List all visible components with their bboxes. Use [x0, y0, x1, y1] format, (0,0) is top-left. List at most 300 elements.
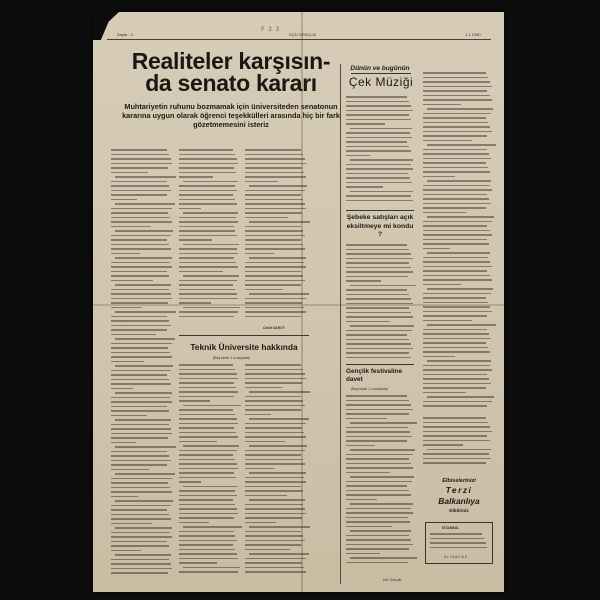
text-line — [430, 538, 484, 540]
text-line — [111, 293, 171, 295]
text-line — [111, 172, 148, 174]
text-line — [346, 177, 410, 179]
text-line — [346, 562, 408, 564]
text-line — [179, 414, 235, 416]
genclik-column — [346, 395, 414, 567]
text-line — [346, 253, 411, 255]
text-line — [423, 417, 486, 419]
text-line — [346, 244, 407, 246]
genclik-rule — [346, 364, 414, 365]
notice-box — [425, 522, 493, 564]
text-line — [346, 539, 411, 541]
text-line — [423, 239, 487, 241]
text-line — [179, 387, 236, 389]
text-line — [245, 280, 305, 282]
text-line — [245, 481, 306, 483]
text-line — [423, 275, 490, 277]
text-line — [423, 189, 492, 191]
text-line — [111, 248, 171, 250]
text-line — [179, 194, 233, 196]
text-line — [179, 226, 234, 228]
text-line — [111, 271, 167, 273]
text-line — [179, 190, 237, 192]
column-divider — [340, 64, 341, 584]
text-line — [179, 418, 237, 420]
text-line — [245, 248, 305, 250]
text-line — [111, 302, 168, 304]
torn-corner — [93, 12, 119, 40]
text-line — [111, 253, 140, 255]
text-line — [179, 172, 236, 174]
text-line — [111, 545, 169, 547]
text-line — [111, 532, 170, 534]
text-line — [423, 329, 487, 331]
text-line — [245, 208, 306, 210]
text-line — [346, 499, 377, 501]
text-line — [249, 391, 310, 393]
text-line — [346, 436, 412, 438]
text-line — [423, 135, 487, 137]
text-line — [346, 458, 409, 460]
text-line — [179, 154, 235, 156]
text-line — [111, 509, 167, 511]
text-line — [346, 348, 413, 350]
text-line — [350, 159, 413, 161]
text-line — [111, 410, 169, 412]
text-line — [423, 162, 486, 164]
text-line — [111, 307, 142, 309]
text-line — [249, 445, 307, 447]
text-line — [179, 373, 237, 375]
text-line — [111, 469, 149, 471]
text-line — [346, 164, 411, 166]
text-line — [346, 312, 411, 314]
text-line — [245, 450, 305, 452]
text-line — [111, 397, 170, 399]
text-line — [423, 225, 487, 227]
text-line — [423, 171, 490, 173]
text-line — [423, 90, 487, 92]
text-line — [423, 279, 492, 281]
text-line — [249, 499, 305, 501]
text-line — [111, 329, 167, 331]
text-line — [111, 415, 147, 417]
text-line — [427, 288, 493, 290]
text-line — [346, 467, 413, 469]
text-line — [346, 404, 411, 406]
text-line — [423, 426, 490, 428]
text-line — [179, 513, 238, 515]
text-line — [346, 427, 408, 429]
text-line — [111, 505, 171, 507]
pencil-mark: F 3 3 — [261, 26, 280, 33]
text-line — [350, 285, 416, 287]
text-line — [179, 504, 235, 506]
text-line — [111, 239, 167, 241]
text-line — [249, 553, 309, 555]
text-line — [346, 105, 411, 107]
text-line — [346, 494, 411, 496]
text-line — [111, 212, 168, 214]
text-line — [423, 153, 489, 155]
text-line — [111, 442, 136, 444]
text-line — [423, 315, 487, 317]
text-line — [245, 531, 301, 533]
main-subhead: Muhtariyetin ruhunu bozmamak için üniversiteden senatonun kararına uygun olarak öğrenci teşekkülleri arasında hiç bir fark gözetmemesini isteriz — [122, 102, 340, 129]
text-line — [423, 453, 489, 455]
text-line — [179, 517, 234, 519]
text-line — [245, 400, 303, 402]
text-line — [245, 217, 288, 219]
text-line — [350, 476, 414, 478]
text-line — [183, 405, 241, 407]
text-line — [423, 122, 488, 124]
text-line — [346, 418, 387, 420]
text-line — [111, 482, 168, 484]
teknik-byline: (Baş tarafı 1 ci sayfada) — [213, 356, 250, 360]
text-line — [245, 190, 305, 192]
text-line — [350, 422, 417, 424]
text-line — [111, 370, 171, 372]
text-line — [346, 271, 413, 273]
text-line — [111, 325, 171, 327]
text-line — [179, 369, 235, 371]
body-column-2 — [179, 149, 239, 321]
text-line — [111, 424, 169, 426]
text-line — [423, 431, 492, 433]
text-line — [245, 436, 306, 438]
text-line — [179, 396, 234, 398]
text-line — [245, 176, 306, 178]
text-line — [111, 464, 167, 466]
text-line — [346, 146, 409, 148]
text-line — [111, 275, 169, 277]
text-line — [111, 541, 167, 543]
text-line — [245, 562, 302, 564]
text-line — [245, 364, 301, 366]
text-line — [346, 409, 413, 411]
text-line — [245, 463, 305, 465]
text-line — [430, 547, 487, 549]
article-signature: Cahit SARUT — [263, 326, 285, 330]
text-line — [423, 126, 490, 128]
text-line — [346, 200, 413, 202]
text-line — [179, 262, 236, 264]
text-line — [245, 253, 274, 255]
text-line — [179, 185, 235, 187]
text-line — [423, 293, 491, 295]
text-line — [346, 548, 409, 550]
text-line — [423, 369, 492, 371]
text-line — [249, 221, 310, 223]
text-line — [346, 400, 409, 402]
text-line — [346, 280, 381, 282]
text-line — [423, 72, 486, 74]
text-line — [423, 458, 491, 460]
text-line — [115, 527, 172, 529]
text-line — [111, 163, 172, 165]
text-line — [245, 387, 282, 389]
text-line — [179, 167, 234, 169]
text-line — [179, 253, 238, 255]
text-line — [245, 414, 271, 416]
text-line — [423, 113, 491, 115]
genclik-signature: Hür Gençlik — [383, 578, 402, 582]
text-line — [423, 198, 489, 200]
text-line — [179, 311, 238, 313]
text-line — [245, 212, 302, 214]
text-line — [115, 284, 171, 286]
text-line — [427, 144, 496, 146]
text-line — [423, 378, 489, 380]
text-line — [245, 504, 303, 506]
text-line — [245, 535, 303, 537]
text-line — [423, 234, 492, 236]
text-line — [179, 239, 212, 241]
notice-box-text — [430, 533, 488, 551]
text-line — [179, 248, 237, 250]
text-line — [245, 373, 305, 375]
text-line — [423, 95, 490, 97]
text-line — [346, 508, 411, 510]
text-line — [346, 132, 410, 134]
text-line — [111, 559, 169, 561]
text-line — [245, 517, 302, 519]
text-line — [423, 207, 486, 209]
text-line — [179, 289, 235, 291]
text-line — [115, 392, 172, 394]
text-line — [427, 180, 491, 182]
headline-text: Realiteler karşısın- da senato kararı — [131, 48, 331, 96]
text-line — [350, 191, 413, 193]
teknik-title: Teknik Üniversite hakkında — [190, 342, 298, 352]
text-line — [245, 549, 290, 551]
text-line — [245, 244, 303, 246]
text-line — [249, 257, 306, 259]
text-line — [111, 455, 169, 457]
text-line — [423, 405, 487, 407]
text-line — [111, 401, 172, 403]
text-line — [111, 235, 171, 237]
text-line — [346, 316, 413, 318]
right-column-2 — [423, 72, 493, 412]
text-line — [346, 114, 409, 116]
text-line — [423, 77, 488, 79]
text-line — [346, 472, 390, 474]
text-line — [423, 140, 472, 142]
text-line — [111, 356, 172, 358]
text-line — [346, 110, 413, 112]
text-line — [179, 409, 233, 411]
text-line — [423, 104, 461, 106]
text-line — [111, 550, 141, 552]
text-line — [423, 365, 490, 367]
text-line — [245, 167, 302, 169]
text-line — [179, 463, 237, 465]
text-line — [179, 284, 233, 286]
text-line — [423, 149, 487, 151]
text-line — [423, 81, 490, 83]
text-line — [179, 271, 223, 273]
notice-box-title: İSTANBUL — [442, 526, 460, 530]
text-line — [346, 258, 413, 260]
text-line — [350, 503, 413, 505]
text-line — [423, 387, 486, 389]
text-line — [346, 463, 411, 465]
text-line — [245, 316, 301, 318]
text-line — [111, 428, 171, 430]
text-line — [350, 530, 411, 532]
right-kicker: Dünün ve bugünün — [350, 65, 410, 72]
text-line — [179, 208, 201, 210]
text-line — [179, 571, 238, 573]
text-line — [245, 508, 305, 510]
text-line — [179, 490, 235, 492]
text-line — [423, 270, 487, 272]
text-line — [179, 302, 211, 304]
text-line — [245, 307, 304, 309]
text-line — [346, 141, 407, 143]
text-line — [346, 123, 385, 125]
text-line — [111, 316, 167, 318]
text-line — [427, 252, 490, 254]
text-line — [111, 208, 172, 210]
text-line — [249, 472, 306, 474]
text-line — [346, 445, 375, 447]
main-headline — [121, 50, 341, 94]
text-line — [346, 303, 413, 305]
genclik-byline: (Baş tarafı 1 ci sayfada) — [351, 387, 388, 391]
text-line — [346, 267, 411, 269]
text-line — [245, 477, 304, 479]
text-line — [346, 535, 409, 537]
text-line — [245, 427, 302, 429]
text-line — [245, 226, 301, 228]
text-line — [111, 487, 170, 489]
text-line — [245, 181, 278, 183]
text-line — [115, 311, 176, 313]
text-line — [423, 401, 492, 403]
text-line — [346, 155, 370, 157]
text-line — [179, 316, 234, 318]
text-line — [423, 440, 490, 442]
text-line — [245, 271, 301, 273]
text-line — [179, 176, 213, 178]
text-line — [423, 351, 490, 353]
text-line — [245, 298, 306, 300]
teknik-column-1 — [179, 364, 239, 579]
text-line — [245, 540, 305, 542]
text-line — [423, 422, 488, 424]
ad-line-4: Diktiriniz — [449, 508, 469, 513]
text-line — [430, 542, 486, 544]
text-line — [245, 149, 301, 151]
text-line — [346, 249, 409, 251]
text-line — [346, 485, 407, 487]
text-line — [179, 558, 238, 560]
text-line — [111, 181, 167, 183]
text-line — [423, 311, 492, 313]
text-line — [179, 562, 217, 564]
text-line — [423, 356, 455, 358]
text-line — [179, 423, 238, 425]
text-line — [245, 567, 304, 569]
text-line — [179, 436, 238, 438]
text-line — [111, 149, 167, 151]
text-line — [346, 298, 411, 300]
text-line — [423, 374, 487, 376]
text-line — [346, 357, 411, 359]
text-line — [346, 553, 380, 555]
text-line — [423, 302, 488, 304]
body-column-3 — [245, 149, 307, 321]
text-line — [179, 472, 234, 474]
text-line — [346, 352, 409, 354]
text-line — [245, 490, 303, 492]
sube-title: Şebeke satışları açık eksiltmeye mi kondu ? — [346, 214, 414, 238]
text-line — [115, 176, 176, 178]
text-line — [245, 239, 301, 241]
text-line — [179, 432, 236, 434]
text-line — [111, 199, 137, 201]
text-line — [183, 567, 240, 569]
text-line — [245, 199, 303, 201]
text-line — [423, 257, 488, 259]
text-line — [111, 280, 153, 282]
right-column-2-lower — [423, 417, 493, 467]
text-line — [423, 176, 455, 178]
text-line — [179, 217, 236, 219]
text-line — [423, 333, 489, 335]
text-line — [111, 451, 167, 453]
text-line — [115, 257, 172, 259]
text-line — [111, 226, 151, 228]
text-line — [183, 307, 240, 309]
text-line — [179, 499, 233, 501]
text-line — [245, 513, 306, 515]
kicker-rule — [351, 73, 411, 74]
text-line — [346, 150, 411, 152]
text-line — [346, 137, 412, 139]
text-line — [111, 352, 170, 354]
text-line — [245, 172, 304, 174]
page-number: Sayfa : 4 — [117, 32, 133, 37]
text-line — [179, 400, 210, 402]
text-line — [115, 473, 175, 475]
text-line — [346, 289, 407, 291]
text-line — [183, 244, 239, 246]
text-line — [245, 558, 306, 560]
section-rule — [179, 335, 309, 336]
text-line — [179, 450, 237, 452]
text-line — [179, 163, 238, 165]
text-line — [427, 360, 491, 362]
text-line — [115, 554, 171, 556]
text-line — [249, 526, 310, 528]
text-line — [249, 185, 307, 187]
text-line — [245, 544, 301, 546]
text-line — [179, 468, 238, 470]
text-line — [423, 117, 486, 119]
text-line — [183, 486, 238, 488]
text-line — [245, 459, 303, 461]
right-column-1-top — [346, 96, 414, 206]
text-line — [245, 571, 306, 573]
text-line — [245, 396, 301, 398]
text-line — [423, 297, 486, 299]
text-line — [245, 163, 306, 165]
text-line — [179, 391, 238, 393]
